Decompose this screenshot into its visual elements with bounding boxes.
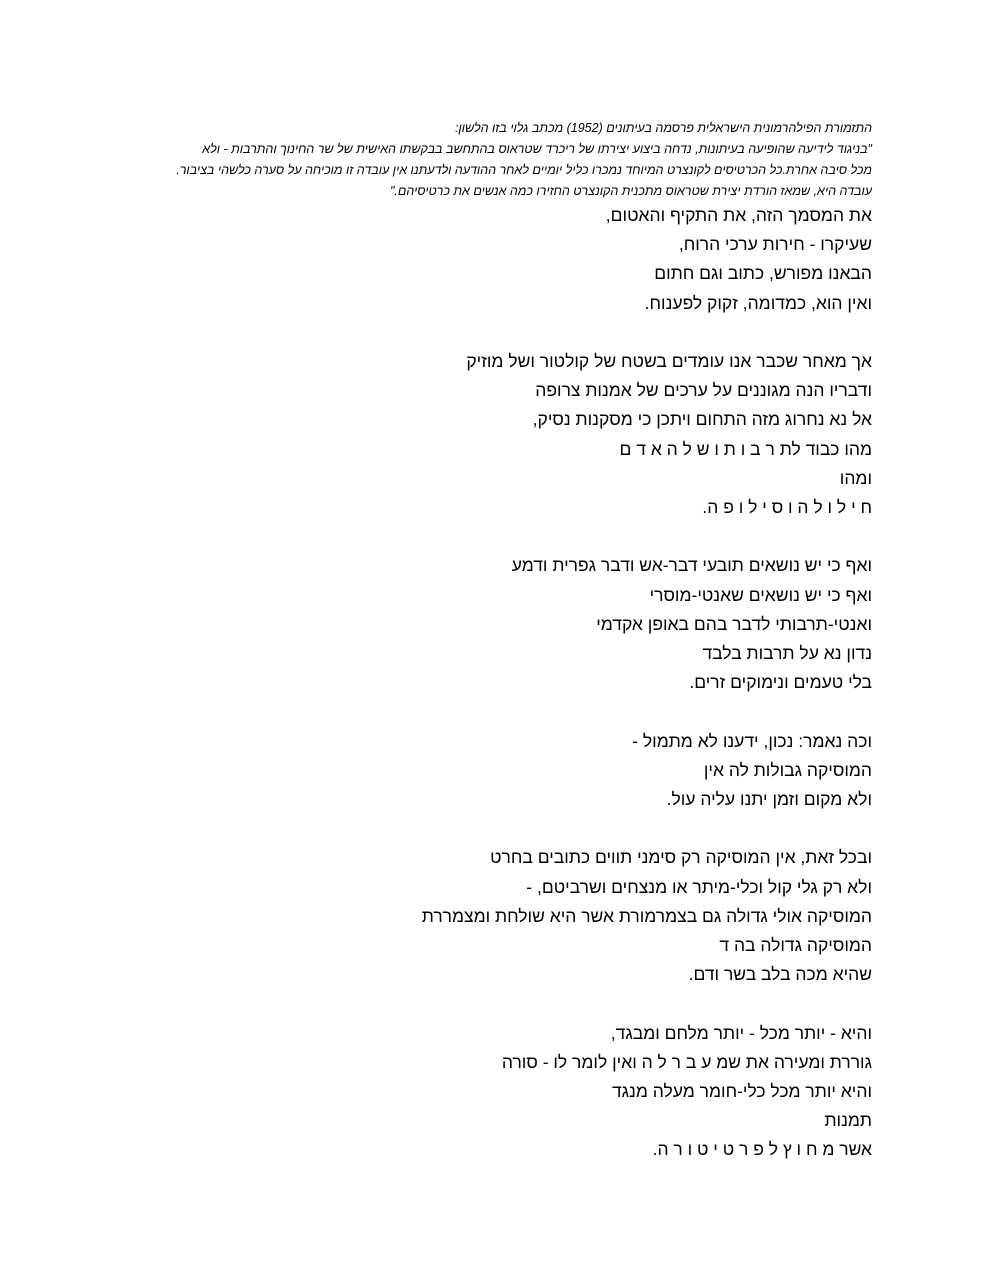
poem-line: והיא יותר מכל כלי-חומר מעלה מנגד	[611, 1081, 872, 1102]
stanza-6	[272, 1019, 872, 1165]
poem-line: המוסיקה אולי גדולה גם בצמרמורת אשר היא שולחת ומצמררת	[421, 905, 872, 926]
poem-line: וכה נאמר: נכון, ידענו לא מתמול -	[632, 730, 872, 751]
poem-line: ודבריו הנה מגוננים על ערכים של אמנות צרופה	[535, 380, 872, 401]
poem-line: ואנטי-תרבותי לדבר בהם באופן אקדמי	[596, 613, 872, 634]
poem-line: תמנות	[824, 1110, 872, 1131]
poem-line: אך מאחר שכבר אנו עומדים בשטח של קולטור ושל מוזיק	[466, 351, 872, 371]
poem-line: ומהו	[839, 467, 872, 488]
intro-line: עובדה היא, שמאז הורדת יצירת שטראוס מתכנית הקונצרט החזירו כמה אנשים את כרטיסיהם."	[389, 184, 872, 198]
stanza-1	[272, 201, 872, 318]
poem-line: אשר מ ח ו ץ ל פ ר ט י ט ו ר ה.	[652, 1139, 872, 1160]
poem-line: ולא רק גלי קול וכלי-מיתר או מנצחים ושרביטם, -	[526, 876, 872, 897]
intro-line: מכל סיבה אחרת.כל הכרטיסים לקונצרט המיוחד נמכרו כליל יומיים לאחר ההודעה ולדעתנו אין עובדה זו מוכיחה על סערה כלשהי בציבור.	[176, 163, 872, 177]
stanza-2	[272, 347, 872, 522]
poem-line: בלי טעמים ונימוקים זרים.	[689, 672, 872, 693]
stanza-4	[272, 727, 872, 815]
poem-line: את המסמך הזה, את התקיף והאטום,	[605, 205, 872, 225]
stanza-3	[272, 551, 872, 697]
poem-body	[272, 201, 872, 1194]
poem-line: שהיא מכה בלב בשר ודם.	[688, 964, 872, 985]
poem-line: ולא מקום וזמן יתנו עליה עול.	[666, 789, 872, 810]
intro-line: "בניגוד לידיעה שהופיעה בעיתונות, נדחה ביצוע יצירתו של ריכרד שטראוס בהתחשב בבקשתו האישית של שר החינוך והתרבות - ולא	[202, 142, 872, 156]
poem-line: נדון נא על תרבות בלבד	[702, 643, 872, 664]
poem-line: והיא - יותר מכל - יותר מלחם ומבגד,	[610, 1022, 872, 1043]
intro-line: התזמורת הפילהרמונית הישראלית פרסמה בעיתונים (1952) מכתב גלוי בזו הלשון:	[455, 121, 872, 135]
poem-line: המוסיקה גדולה בה ד	[719, 935, 872, 956]
poem-line: ח י ל ו ל ה ו ס י ל ו פ ה.	[702, 497, 872, 518]
poem-line: ואף כי יש נושאים שאנטי-מוסרי	[649, 584, 872, 605]
poem-line: ואף כי יש נושאים תובעי דבר-אש ודבר גפרית ודמע	[511, 555, 872, 576]
poem-line: ובכל זאת, אין המוסיקה רק סימני תווים כתובים בחרט	[490, 847, 872, 868]
poem-line: גוררת ומעירה את שמ ע ב ר ל ה ואין לומר לו - סורה	[501, 1051, 872, 1072]
poem-line: מהו כבוד לת ר ב ו ת ו ש ל ה א ד ם	[619, 438, 872, 459]
stanza-5	[272, 843, 872, 989]
poem-line: הבאנו מפורש, כתוב וגם חתום	[654, 263, 872, 284]
poem-line: ואין הוא, כמדומה, זקוק לפענוח.	[644, 292, 872, 313]
poem-line: שעיקרו - חירות ערכי הרוח,	[678, 234, 872, 255]
poem-line: אל נא נחרוג מזה התחום ויתכן כי מסקנות נסיק,	[532, 409, 872, 430]
intro-quote	[112, 118, 872, 202]
poem-line: המוסיקה גבולות לה אין	[703, 759, 872, 780]
